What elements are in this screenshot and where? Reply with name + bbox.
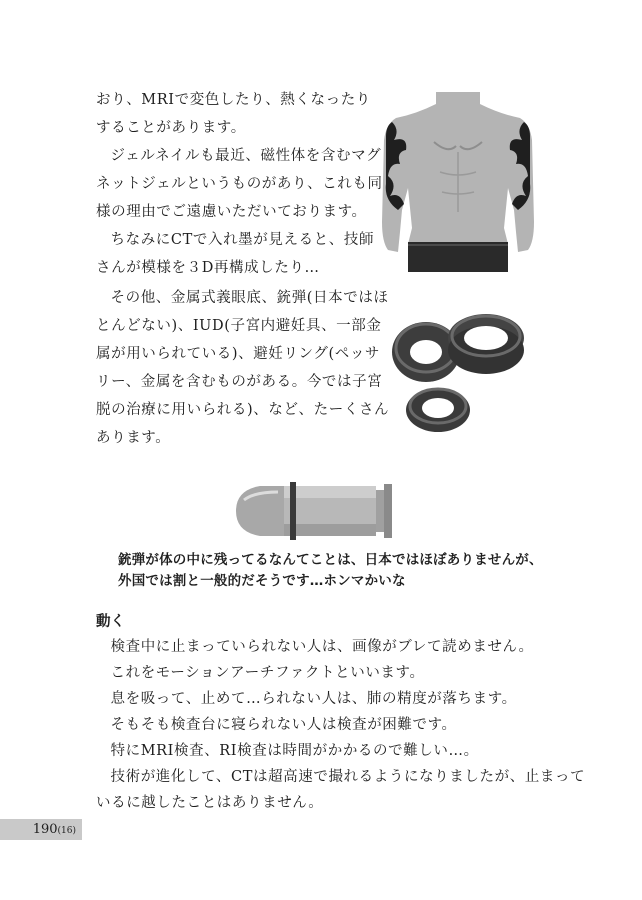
bullet-illustration <box>234 480 396 542</box>
text-line: そもそも検査台に寝られない人は検査が困難です。 <box>110 717 457 733</box>
page-number <box>0 819 82 840</box>
section-heading: 動く <box>96 614 125 630</box>
caption-line: 外国では割と一般的だそうです…ホンマかいな <box>118 573 406 589</box>
text-line: 様の理由でご遠慮いただいております。 <box>96 204 367 220</box>
page-number-sub: (16) <box>57 826 76 836</box>
tattooed-torso-illustration <box>378 92 538 282</box>
text-line: 技術が進化して、CTは超高速で撮れるようになりましたが、止まって <box>110 769 586 785</box>
metal-objects-paragraph <box>96 284 389 452</box>
text-line: ジェルネイルも最近、磁性体を含むマグ <box>110 148 382 164</box>
text-line: ネットジェルというものがあり、これも同 <box>96 176 383 192</box>
text-line: することがあります。 <box>96 120 246 136</box>
text-line: いるに越したことはありません。 <box>96 795 324 811</box>
text-line: 特にMRI検査、RI検査は時間がかかるので難しい…。 <box>110 743 479 759</box>
text-line: その他、金属式義眼底、銃弾(日本ではほ <box>110 290 389 306</box>
pessary-rings-illustration <box>386 298 536 438</box>
text-line: 脱の治療に用いられる)、など、たーくさん <box>96 402 390 418</box>
text-line: ちなみにCTで入れ墨が見えると、技師 <box>110 232 375 248</box>
text-line: おり、MRIで変色したり、熱くなったり <box>96 92 371 108</box>
text-line: 検査中に止まっていられない人は、画像がブレて読めません。 <box>110 639 534 655</box>
caption-line: 銃弾が体の中に残ってるなんてことは、日本ではほぼありませんが、 <box>118 552 543 568</box>
bullet-caption <box>118 550 543 592</box>
text-line: リー、金属を含むものがある。今では子宮 <box>96 374 383 390</box>
text-line: 属が用いられている)、避妊リング(ペッサ <box>96 346 381 362</box>
page-number-main: 190 <box>32 822 58 837</box>
text-line: あります。 <box>96 430 171 446</box>
text-line: さんが模様を３D再構成したり… <box>96 260 320 276</box>
text-line: これをモーションアーチファクトといいます。 <box>110 665 425 681</box>
motion-paragraph <box>96 634 585 816</box>
tattoo-paragraph <box>96 86 383 282</box>
text-line: とんどない)、IUD(子宮内避妊具、一部金 <box>96 318 382 334</box>
text-line: 息を吸って、止めて…られない人は、肺の精度が落ちます。 <box>110 691 517 707</box>
